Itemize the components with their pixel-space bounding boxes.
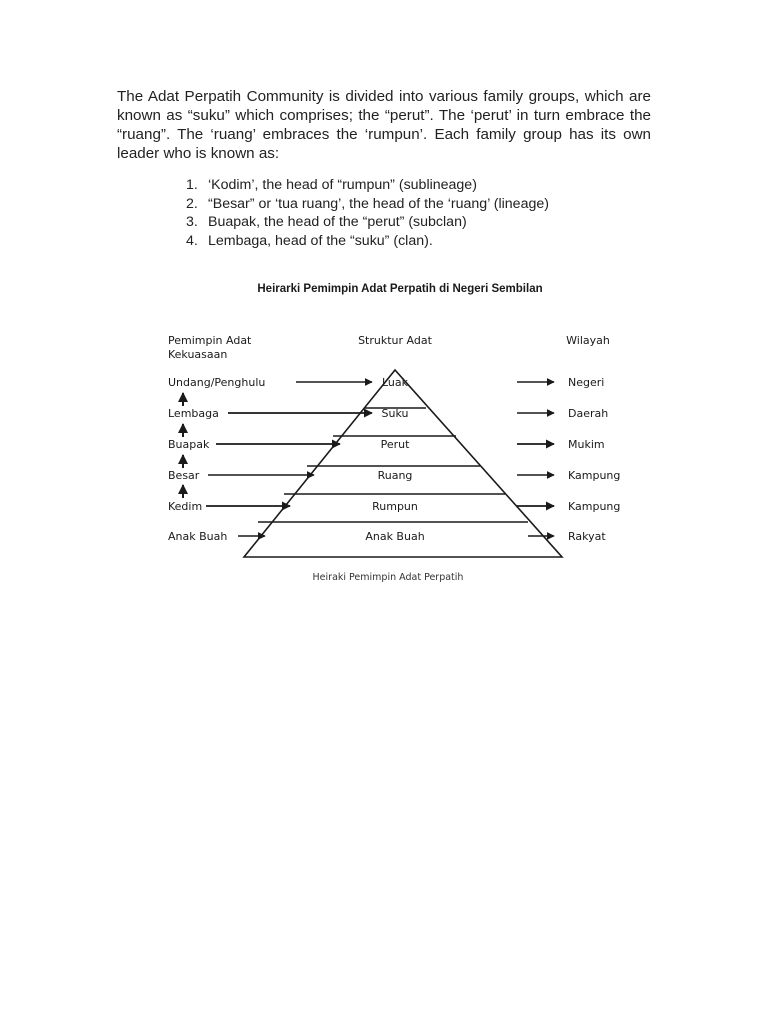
header-region: Wilayah	[566, 334, 610, 347]
structure-label-anak-buah: Anak Buah	[365, 530, 425, 543]
region-label-daerah: Daerah	[568, 407, 609, 420]
leader-label-kedim: Kedim	[168, 500, 203, 513]
leader-label-undang: Undang/Penghulu	[168, 376, 266, 389]
list-text: Lembaga, head of the “suku” (clan).	[208, 232, 433, 249]
figure-title: Heirarki Pemimpin Adat Perpatih di Negeri Sembilan	[257, 283, 543, 295]
structure-label-perut: Perut	[380, 438, 410, 451]
region-label-kampung-2: Kampung	[568, 500, 621, 513]
list-text: “Besar” or ‘tua ruang’, the head of the ‘ruang’ (lineage)	[208, 195, 549, 212]
structure-label-suku: Suku	[381, 407, 409, 420]
list-number: 2.	[186, 195, 198, 212]
list-number: 3.	[186, 214, 198, 230]
region-label-kampung: Kampung	[568, 469, 621, 482]
list-item	[186, 195, 549, 214]
leader-list	[186, 176, 549, 250]
header-leader-line1: Pemimpin Adat	[168, 334, 252, 347]
header-leader-line2: Kekuasaan	[168, 348, 228, 361]
structure-label-ruang: Ruang	[377, 469, 413, 482]
hierarchy-figure	[150, 272, 680, 592]
structure-label-rumpun: Rumpun	[372, 500, 418, 513]
list-number: 4.	[186, 232, 198, 249]
leader-label-buapak: Buapak	[168, 438, 210, 451]
list-text: Buapak, the head of the “perut” (subclan)	[208, 214, 467, 230]
list-item	[186, 176, 549, 195]
leader-label-besar: Besar	[168, 469, 200, 482]
region-label-negeri: Negeri	[568, 376, 605, 389]
leader-label-lembaga: Lembaga	[168, 407, 219, 420]
structure-label-luak: Luak	[381, 376, 409, 389]
list-text: ‘Kodim’, the head of “rumpun” (sublineage)	[208, 177, 477, 193]
intro-paragraph: The Adat Perpatih Community is divided into various family groups, which are known as “suku” which comprises; the “perut”. The ‘perut’ in turn embrace the “ruang”. The ‘ruang’ embraces the ‘rumpun’. Each family group has its own leader who is known as:	[117, 88, 651, 162]
figure-caption: Heiraki Pemimpin Adat Perpatih	[312, 572, 464, 583]
header-structure: Struktur Adat	[358, 334, 432, 347]
list-item	[186, 232, 549, 251]
region-label-mukim: Mukim	[568, 438, 605, 451]
list-item	[186, 213, 549, 232]
list-number: 1.	[186, 177, 198, 193]
leader-label-anak-buah: Anak Buah	[168, 530, 228, 543]
hierarchy-diagram	[150, 272, 680, 592]
region-label-rakyat: Rakyat	[568, 530, 606, 543]
pyramid-outline	[244, 370, 562, 557]
